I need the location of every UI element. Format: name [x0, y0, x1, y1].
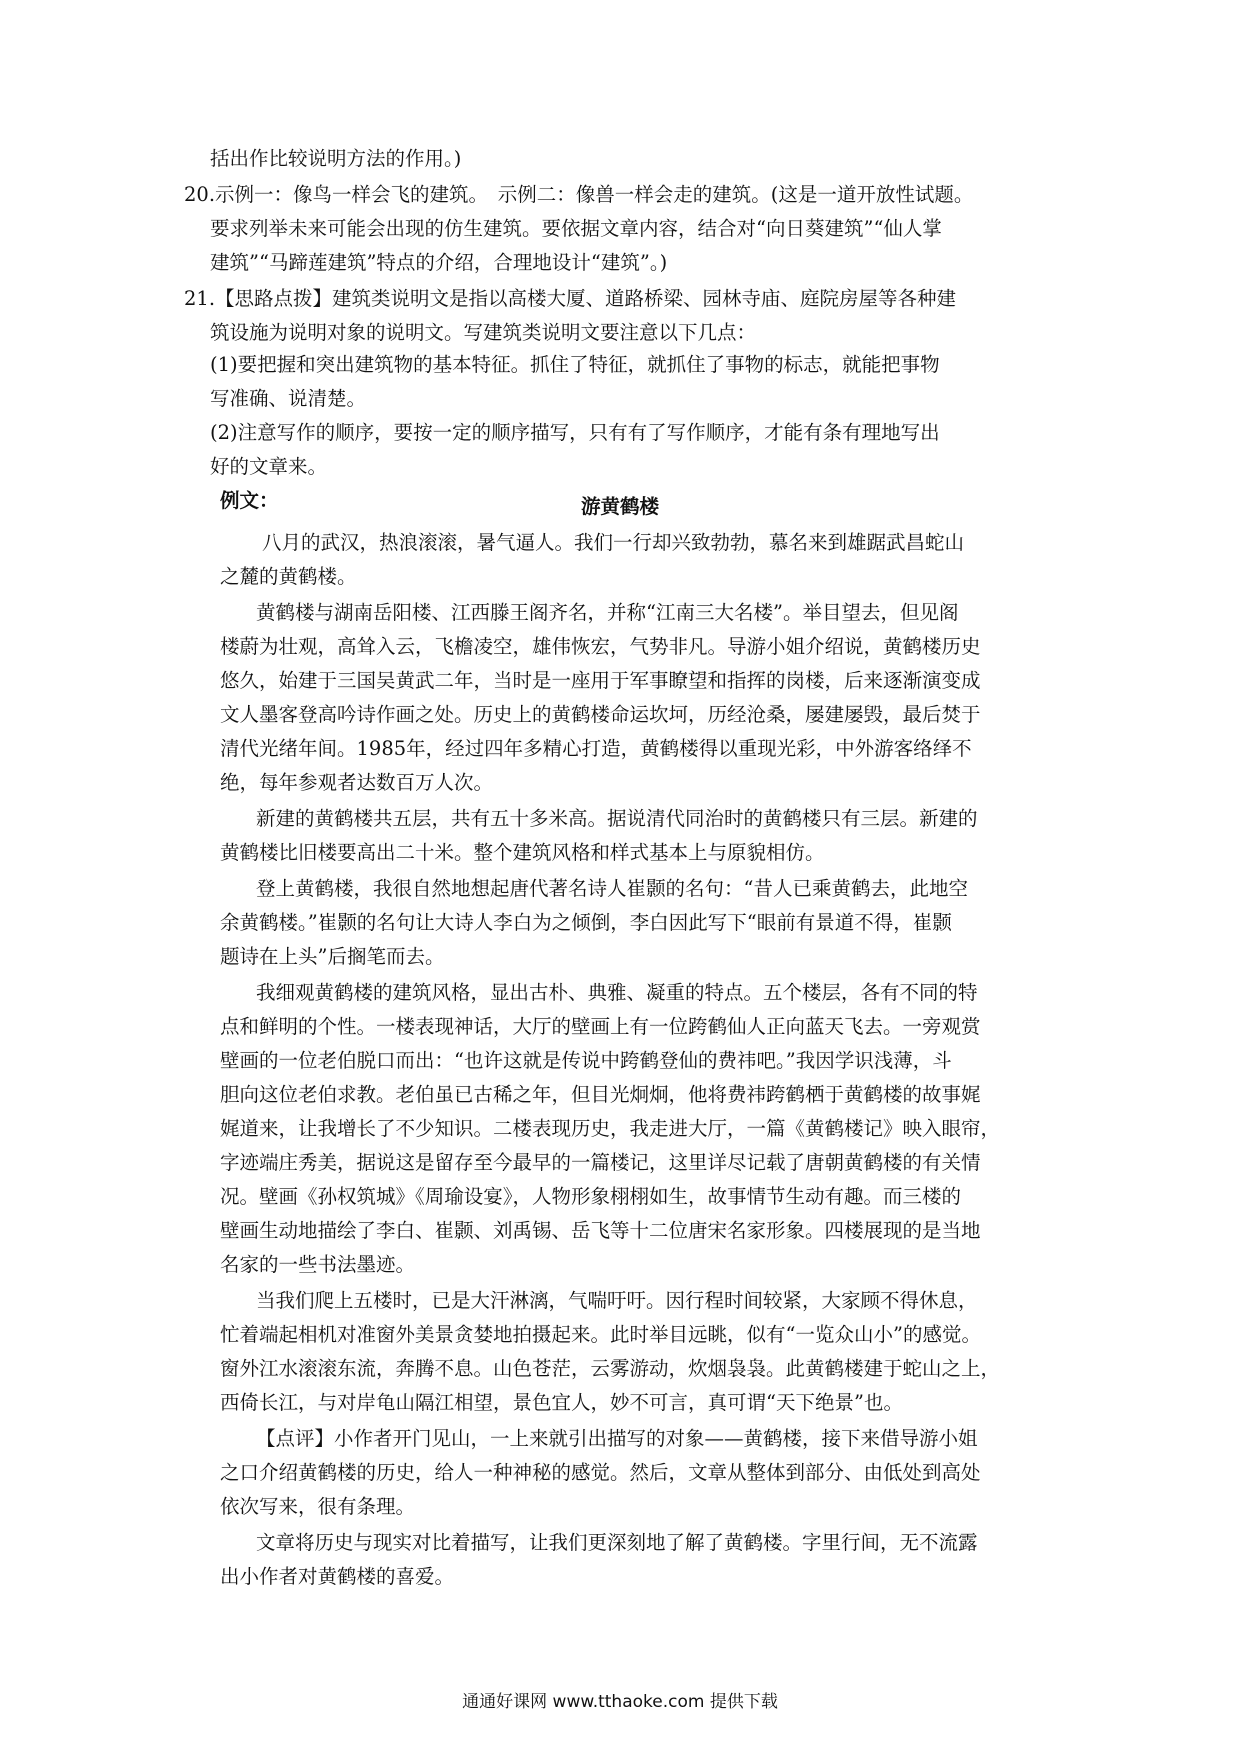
text-line: 壁画的一位老伯脱口而出：“也许这就是传说中跨鹤登仙的费祎吧。”我因学识浅薄，斗 — [220, 1049, 952, 1072]
text-line: 清代光绪年间。1985年，经过四年多精心打造，黄鹤楼得以重现光彩，中外游客络绎不 — [220, 737, 972, 760]
text-line: 胆向这位老伯求教。老伯虽已古稀之年，但目光炯炯，他将费祎跨鹤栖于黄鹤楼的故事娓 — [220, 1083, 981, 1106]
essay-title: 游黄鹤楼 — [580, 495, 659, 518]
text-line: 名家的一些书法墨迹。 — [220, 1253, 416, 1276]
text-line: 字迹端庄秀美，据说这是留存至今最早的一篇楼记，这里详尽记载了唐朝黄鹤楼的有关情 — [220, 1151, 981, 1174]
text-line: 登上黄鹤楼，我很自然地想起唐代著名诗人崔颢的名句：“昔人已乘黄鹤去，此地空 — [256, 877, 968, 900]
text-line: 新建的黄鹤楼共五层，共有五十多米高。据说清代同治时的黄鹤楼只有三层。新建的 — [256, 807, 978, 830]
text-line: 余黄鹤楼。”崔颢的名句让大诗人李白为之倾倒，李白因此写下“眼前有景道不得，崔颢 — [220, 911, 952, 934]
text-line: 括出作比较说明方法的作用。) — [210, 147, 462, 170]
text-line: 文人墨客登高吟诗作画之处。历史上的黄鹤楼命运坎坷，历经沧桑，屡建屡毁，最后焚于 — [220, 703, 981, 726]
example-label: 例文： — [220, 489, 279, 512]
text-line: (1)要把握和突出建筑物的基本特征。抓住了特征，就抓住了事物的标志，就能把事物 — [210, 353, 940, 376]
text-line: 壁画生动地描绘了李白、崔颢、刘禹锡、岳飞等十二位唐宋名家形象。四楼展现的是当地 — [220, 1219, 981, 1242]
text-line: 之麓的黄鹤楼。 — [220, 565, 357, 588]
text-line: 我细观黄鹤楼的建筑风格，显出古朴、典雅、凝重的特点。五个楼层，各有不同的特 — [256, 981, 978, 1004]
text-line: 文章将历史与现实对比着描写，让我们更深刻地了解了黄鹤楼。字里行间，无不流露 — [256, 1531, 978, 1554]
text-line: 八月的武汉，热浪滚滚，暑气逼人。我们一行却兴致勃勃，慕名来到雄踞武昌蛇山 — [262, 531, 965, 554]
text-line: 娓道来，让我增长了不少知识。二楼表现历史，我走进大厅，一篇《黄鹤楼记》映入眼帘， — [220, 1117, 1001, 1140]
text-line: 楼蔚为壮观，高耸入云，飞檐凌空，雄伟恢宏，气势非凡。导游小姐介绍说，黄鹤楼历史 — [220, 635, 981, 658]
text-line: 忙着端起相机对准窗外美景贪婪地拍摄起来。此时举目远眺，似有“一览众山小”的感觉。 — [220, 1323, 981, 1346]
text-line: 好的文章来。 — [210, 455, 328, 478]
text-line: 写准确、说清楚。 — [210, 387, 367, 410]
text-line: 出小作者对黄鹤楼的喜爱。 — [220, 1565, 455, 1588]
text-line: 点和鲜明的个性。一楼表现神话，大厅的壁画上有一位跨鹤仙人正向蓝天飞去。一旁观赏 — [220, 1015, 981, 1038]
page-footer: 通通好课网 www.tthaoke.com 提供下载 — [462, 1692, 778, 1712]
text-line: 建筑”“马蹄莲建筑”特点的介绍，合理地设计“建筑”。) — [210, 251, 668, 274]
text-line: 窗外江水滚滚东流，奔腾不息。山色苍茫，云雾游动，炊烟袅袅。此黄鹤楼建于蛇山之上， — [220, 1357, 1001, 1380]
text-line: (2)注意写作的顺序，要按一定的顺序描写，只有有了写作顺序，才能有条有理地写出 — [210, 421, 940, 444]
text-line: 悠久，始建于三国吴黄武二年，当时是一座用于军事瞭望和指挥的岗楼，后来逐渐演变成 — [220, 669, 981, 692]
text-line: 依次写来，很有条理。 — [220, 1495, 416, 1518]
text-line: 绝，每年参观者达数百万人次。 — [220, 771, 494, 794]
text-line: 20.示例一：像鸟一样会飞的建筑。 示例二：像兽一样会走的建筑。(这是一道开放性试题。 — [184, 183, 974, 206]
text-line: 况。壁画《孙权筑城》《周瑜设宴》，人物形象栩栩如生，故事情节生动有趣。而三楼的 — [220, 1185, 962, 1208]
text-line: 【点评】小作者开门见山，一上来就引出描写的对象——黄鹤楼，接下来借导游小姐 — [256, 1427, 978, 1450]
text-line: 黄鹤楼与湖南岳阳楼、江西滕王阁齐名，并称“江南三大名楼”。举目望去，但见阁 — [256, 601, 959, 624]
text-line: 西倚长江，与对岸龟山隔江相望，景色宜人，妙不可言，真可谓“天下绝景”也。 — [220, 1391, 903, 1414]
text-line: 当我们爬上五楼时，已是大汗淋漓，气喘吁吁。因行程时间较紧，大家顾不得休息， — [256, 1289, 978, 1312]
text-line: 21.【思路点拨】建筑类说明文是指以高楼大厦、道路桥梁、园林寺庙、庭院房屋等各种建 — [184, 287, 957, 310]
text-line: 筑设施为说明对象的说明文。写建筑类说明文要注意以下几点： — [210, 321, 757, 344]
text-line: 要求列举未来可能会出现的仿生建筑。要依据文章内容，结合对“向日葵建筑”“仙人掌 — [210, 217, 942, 240]
text-line: 之口介绍黄鹤楼的历史，给人一种神秘的感觉。然后，文章从整体到部分、由低处到高处 — [220, 1461, 981, 1484]
text-line: 题诗在上头”后搁笔而去。 — [220, 945, 445, 968]
text-line: 黄鹤楼比旧楼要高出二十米。整个建筑风格和样式基本上与原貌相仿。 — [220, 841, 825, 864]
